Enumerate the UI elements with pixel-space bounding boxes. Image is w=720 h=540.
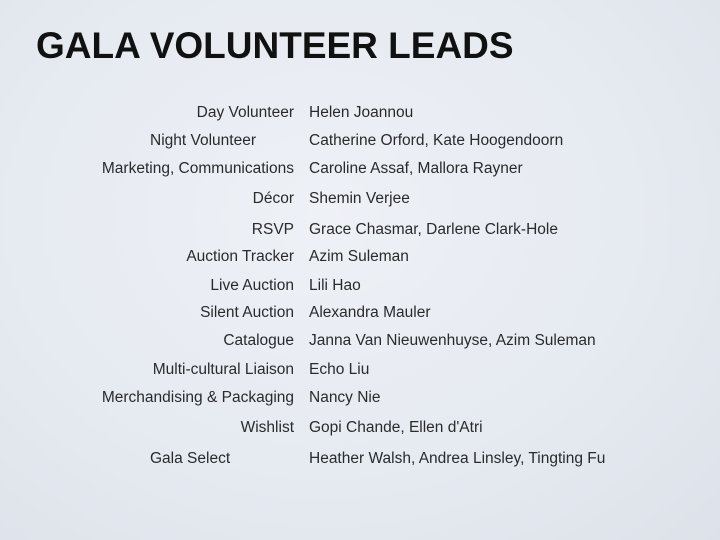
lead-names: Echo Liu <box>309 361 370 378</box>
role-label: Marketing, Communications <box>101 160 294 177</box>
lead-names: Nancy Nie <box>309 389 381 406</box>
lead-row <box>0 132 720 154</box>
lead-names: Heather Walsh, Andrea Linsley, Tingting Fu <box>309 450 606 467</box>
lead-row <box>0 332 720 354</box>
lead-names: Helen Joannou <box>309 104 414 121</box>
lead-row <box>0 389 720 411</box>
role-label: Auction Tracker <box>186 248 294 265</box>
lead-row <box>0 277 720 299</box>
slide-title: GALA VOLUNTEER LEADS <box>36 25 514 66</box>
role-label: Merchandising & Packaging <box>101 389 294 406</box>
lead-row <box>0 190 720 212</box>
role-label: Night Volunteer <box>150 132 256 149</box>
lead-names: Janna Van Nieuwenhuyse, Azim Suleman <box>309 332 596 349</box>
role-label: Silent Auction <box>200 304 294 321</box>
role-label: Day Volunteer <box>196 104 294 121</box>
role-label: Wishlist <box>240 419 294 436</box>
role-label: Décor <box>252 190 294 207</box>
lead-names: Caroline Assaf, Mallora Rayner <box>309 160 523 177</box>
lead-names: Gopi Chande, Ellen d'Atri <box>309 419 483 436</box>
role-label: Gala Select <box>150 450 231 467</box>
lead-row <box>0 104 720 126</box>
lead-names: Shemin Verjee <box>309 190 410 207</box>
lead-names: Lili Hao <box>309 277 361 294</box>
role-label: Multi-cultural Liaison <box>152 361 294 378</box>
lead-row <box>0 248 720 270</box>
lead-names: Grace Chasmar, Darlene Clark-Hole <box>309 221 558 238</box>
role-label: Live Auction <box>210 277 294 294</box>
lead-row <box>0 361 720 383</box>
lead-row <box>0 419 720 441</box>
lead-names: Azim Suleman <box>309 248 409 265</box>
lead-row <box>0 160 720 182</box>
lead-row <box>0 304 720 326</box>
lead-row <box>0 450 720 472</box>
lead-names: Catherine Orford, Kate Hoogendoorn <box>309 132 564 149</box>
lead-row <box>0 221 720 243</box>
role-label: Catalogue <box>223 332 294 349</box>
lead-names: Alexandra Mauler <box>309 304 431 321</box>
role-label: RSVP <box>251 221 294 238</box>
